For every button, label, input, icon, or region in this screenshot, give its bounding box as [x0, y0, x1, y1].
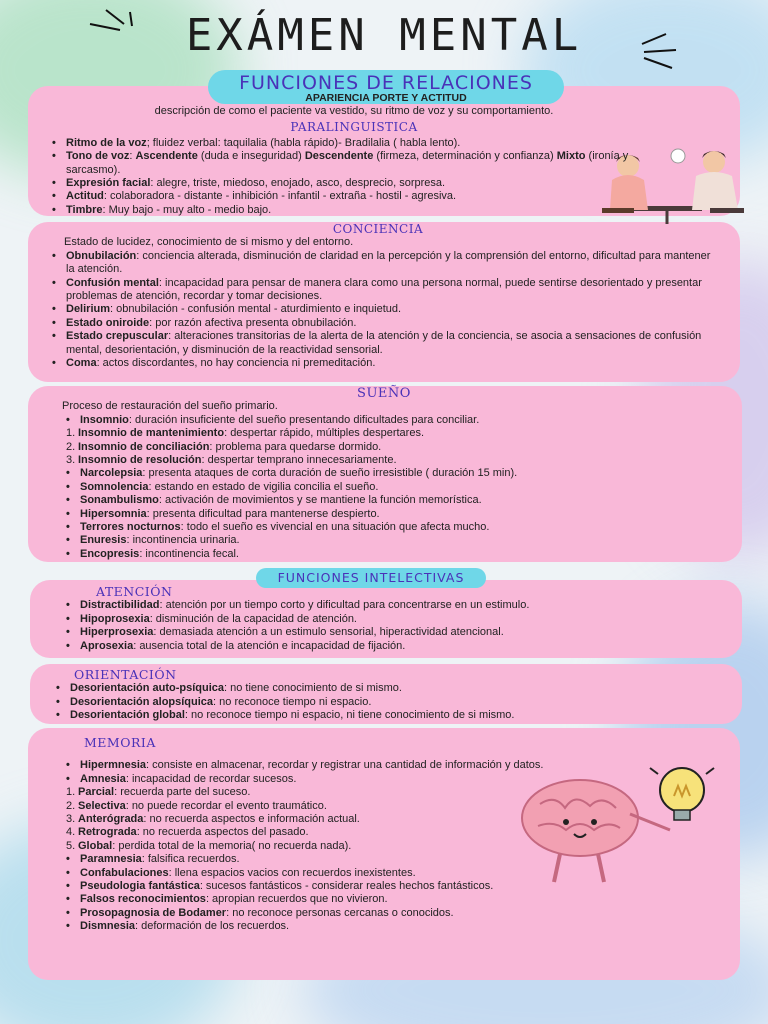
list-item: • Terrores nocturnos: todo el sueño es vivencial en una situación que afecta mucho.	[58, 521, 724, 534]
list-item: • Falsos reconocimientos: apropian recuerdos que no vivieron.	[58, 893, 684, 906]
lightbulb-icon	[650, 768, 714, 820]
list-item: 4. Retrograda: no recuerda aspectos del pasado.	[66, 826, 309, 839]
list-item: • Aprosexia: ausencia total de la atención e incapacidad de fijación.	[58, 640, 724, 653]
sueno-intro: Proceso de restauración del sueño primario.	[62, 400, 278, 413]
apariencia-text: descripción de como el paciente va vestido, su ritmo de voz y su comportamiento.	[154, 105, 554, 117]
list-item: 1. Parcial: recuerda parte del suceso.	[66, 786, 251, 799]
page-title: EXÁMEN MENTAL	[185, 10, 583, 61]
list-item: • Insomnio: duración insuficiente del sueño presentando dificultades para conciliar.	[58, 414, 724, 427]
list-item: • Hipermnesia: consiste en almacenar, recordar y registrar una cantidad de información y datos.	[58, 759, 668, 772]
intelectivas-header-text: FUNCIONES INTELECTIVAS	[277, 570, 465, 585]
list-item: 1. Insomnio de mantenimiento: despertar rápido, múltiples despertares.	[66, 427, 425, 440]
atencion-title: ATENCIÓN	[96, 584, 173, 599]
list-item: • Narcolepsia: presenta ataques de corta duración de sueño irresistible ( duración 15 min).	[58, 467, 724, 480]
sueno-content	[44, 387, 724, 561]
list-item: • Estado oniroide: por razón afectiva presenta obnubilación.	[44, 317, 712, 330]
list-item: • Sonambulismo: activación de movimientos y se mantiene la función memorística.	[58, 494, 724, 507]
list-item: • Ritmo de la voz; fluidez verbal: taquilalia (habla rápido)- Bradilalia ( habla lento).	[44, 137, 464, 150]
sparkle-lines-icon	[86, 8, 146, 48]
list-item: • Desorientación auto-psíquica: no tiene conocimiento de si mismo.	[48, 682, 724, 695]
list-item: • Prosopagnosia de Bodamer: no reconoce personas cercanas o conocidos.	[58, 907, 684, 920]
orientacion-title: ORIENTACIÓN	[74, 667, 177, 682]
list-item: • Pseudologia fantástica: sucesos fantásticos - considerar reales hechos fantásticos.	[58, 880, 684, 893]
list-item: • Confusión mental: incapacidad para pensar de manera clara como una persona normal, puede sentirse desorientado y presentar problemas de atención, recordar y tomar decisiones.	[44, 277, 712, 304]
paralinguistica-title: PARALINGUISTICA	[290, 120, 418, 135]
list-item: • Estado crepuscular: alteraciones transitorias de la alerta de la atención y de la conciencia, se asocia a sensaciones de confusión mental, desorientación, y disminución de la reactividad sensorial.	[44, 330, 712, 357]
list-item: • Amnesia: incapacidad de recordar sucesos.	[58, 773, 668, 786]
list-item: • Paramnesia: falsifica recuerdos.	[58, 853, 684, 866]
list-item: • Timbre: Muy bajo - muy alto - medio bajo.	[44, 204, 464, 217]
list-item: 2. Selectiva: no puede recordar el evento traumático.	[66, 799, 327, 812]
list-item: • Dismnesia: deformación de los recuerdos.	[58, 920, 684, 933]
list-item: • Tono de voz: Ascendente (duda e inseguridad) Descendente (firmeza, determinación y confianza) Mixto (ironía y sarcasmo).	[44, 150, 666, 177]
memoria-title: MEMORIA	[84, 735, 156, 750]
sueno-title: SUEÑO	[357, 386, 411, 401]
atencion-content	[44, 585, 724, 653]
list-item: • Hipersomnia: presenta dificultad para mantenerse despierto.	[58, 508, 724, 521]
sparkle-lines-icon	[636, 30, 706, 70]
relaciones-header-text: FUNCIONES DE RELACIONES	[239, 72, 533, 94]
list-item: • Hipoprosexia: disminución de la capacidad de atención.	[58, 613, 724, 626]
conciencia-intro: Estado de lucidez, conocimiento de si mismo y del entorno.	[64, 236, 354, 249]
list-item: • Actitud: colaboradora - distante - inhibición - infantil - extraña - hostil - agresiva.	[44, 190, 646, 203]
list-item: • Desorientación global: no reconoce tiempo ni espacio, ni tiene conocimiento de si mismo.	[48, 709, 724, 722]
conciencia-title: CONCIENCIA	[332, 222, 424, 236]
list-item: • Confabulaciones: llena espacios vacios con recuerdos inexistentes.	[58, 867, 684, 880]
brain-lightbulb-illustration	[510, 764, 720, 890]
orientacion-content	[44, 668, 724, 723]
list-item: • Distractibilidad: atención por un tiempo corto y dificultad para concentrarse en un estimulo.	[58, 599, 724, 612]
list-item: • Obnubilación: conciencia alterada, disminución de claridad en la percepción y la comprensión del entorno, dificultad para mantener la atención.	[44, 250, 712, 277]
list-item: 2. Insomnio de conciliación: problema para quedarse dormido.	[66, 440, 382, 453]
brain-icon	[522, 780, 670, 882]
list-item: • Enuresis: incontinencia urinaria.	[58, 534, 724, 547]
apariencia-title: APARIENCIA PORTE Y ACTITUD	[305, 92, 467, 104]
list-item: • Expresión facial: alegre, triste, miedoso, enojado, asco, desprecio, sorpresa.	[44, 177, 626, 190]
list-item: 5. Global: perdida total de la memoria( no recuerda nada).	[66, 839, 352, 852]
list-item: 3. Anterógrada: no recuerda aspectos e información actual.	[66, 813, 360, 826]
list-item: • Hiperprosexia: demasiada atención a un estimulo sensorial, hiperactividad atencional.	[58, 626, 724, 639]
relaciones-content	[44, 105, 664, 217]
list-item: • Coma: actos discordantes, no hay conciencia ni premeditación.	[44, 357, 712, 370]
list-item: • Encopresis: incontinencia fecal.	[58, 548, 724, 561]
list-item: • Desorientación alopsíquica: no reconoce tiempo ni espacio.	[48, 696, 724, 709]
list-item: • Somnolencia: estando en estado de vigilia concilia el sueño.	[58, 481, 724, 494]
list-item: 3. Insomnio de resolución: despertar temprano innecesariamente.	[66, 454, 397, 467]
list-item: • Delirium: obnubilación - confusión mental - aturdimiento e inquietud.	[44, 303, 712, 316]
conciencia-content	[44, 223, 712, 370]
